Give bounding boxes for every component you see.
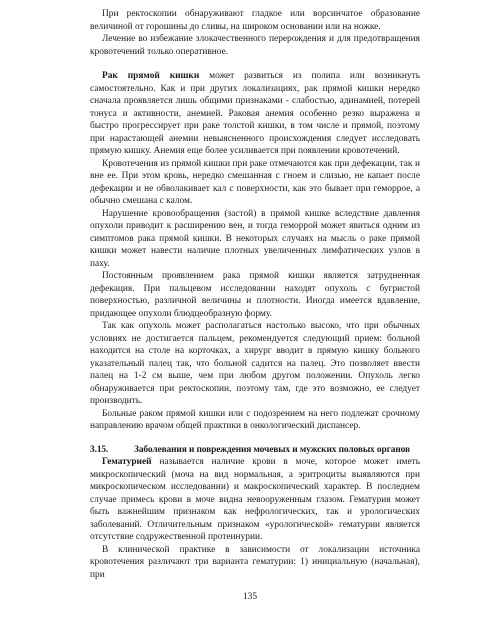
paragraph-referral: Больные раком прямой кишки или с подозрением на него подлежат срочному направлению врачом общей практики в онкологический диспансер. [90,408,420,431]
section-number: 3.15. [90,444,109,455]
page-number: 135 [242,592,258,602]
run-in-heading-hematuria: Гематурией [102,457,152,467]
paragraph-rectal-cancer-intro [90,70,420,158]
run-in-heading-rectal-cancer: Рак прямой кишки [102,71,200,81]
paragraph-circulation: Нарушение кровообращения (застой) в прямой кишке вследствие давления опухоли приводит к расширению вен, и тогда геморрой может явиться одним из симптомов рака прямой кишки. В некоторых случаях на мысль о раке прямой кишки может навести наличие плотных увеличенных лимфатических узлов в паху. [90,208,420,269]
section-title: Заболевания и повреждения мочевых и мужских половых органов [134,444,410,455]
spacer [90,433,420,444]
paragraph-treatment: Лечение во избежание злокачественного перерождения и для предотвращения кровотечений только оперативное. [90,34,420,57]
paragraph-rectoscopy: При ректоскопии обнаруживают гладкое или ворсинчатое образование величиной от горошины до сливы, на широком основании или на ножке. [90,9,420,32]
paragraph-palpation-technique: Так как опухоль может располагаться настолько высоко, что при обычных условиях не достигается пальцем, рекомендуется следующий прием: больной находится на столе на корточках, а хирург вводит в прямую кишку больного указательный палец так, что больной садится на палец. Это позволяет ввести палец на 1-2 см выше, чем при любом другом положении. Опухоль легко обнаруживается при ректоскопии, поэтому там, где это возможно, ее следует производить. [90,321,420,406]
paragraph-bleeding: Кровотечения из прямой кишки при раке отмечаются как при дефекации, так и вне ее. При этом кровь, нередко смешанная с гноем и слизью, не капает после дефекации и не обволакивает кал с поверхности, как это бывает при геморрое, а обычно смешана с калом. [90,158,420,206]
spacer [90,58,420,70]
hematuria-intro-text: называется наличие крови в моче, которое может иметь микроскопический (моча на вид нормальная, а эритроциты выявляются при микроскопическом исследовании) и макроскопический характер. В последнем случае примесь крови в моче видна невооруженным глазом. Гематурия может быть важнейшим признаком как нефрологических, так и урологических заболеваний. Отличительным признаком «урологической» гематурии является отсутствие содружественной протеинурии. [90,457,420,542]
text-column [90,8,420,581]
paragraph-hematuria-intro [90,456,420,544]
rectal-cancer-intro-text: может развиться из полипа или возникнуть самостоятельно. Как и при других локализациях, рак прямой кишки нередко сначала проявляется лишь общими признаками - слабостью, адинамией, потерей тонуса и активности, анемией. Раковая анемия особенно резко выражена и быстро прогрессирует при раке толстой кишки, в том числе и прямой, поэтому при нарастающей анемии невыясненного происхождения следует исследовать прямую кишку. Анемия еще более усиливается при появлении кровотечений. [90,71,420,156]
paragraph-hematuria-variants: В клинической практике в зависимости от локализации источника кровотечения различают три варианта гематурии: 1) инициальную (начальная), при [90,544,420,580]
paragraph-defecation: Постоянным проявлением рака прямой кишки является затрудненная дефекация. При пальцевом исследовании находят опухоль с бугристой поверхностью, различной величины и плотности. Иногда имеется вдавление, придающее опухоли блюдцеобразную форму. [90,271,420,319]
section-heading [90,444,420,457]
